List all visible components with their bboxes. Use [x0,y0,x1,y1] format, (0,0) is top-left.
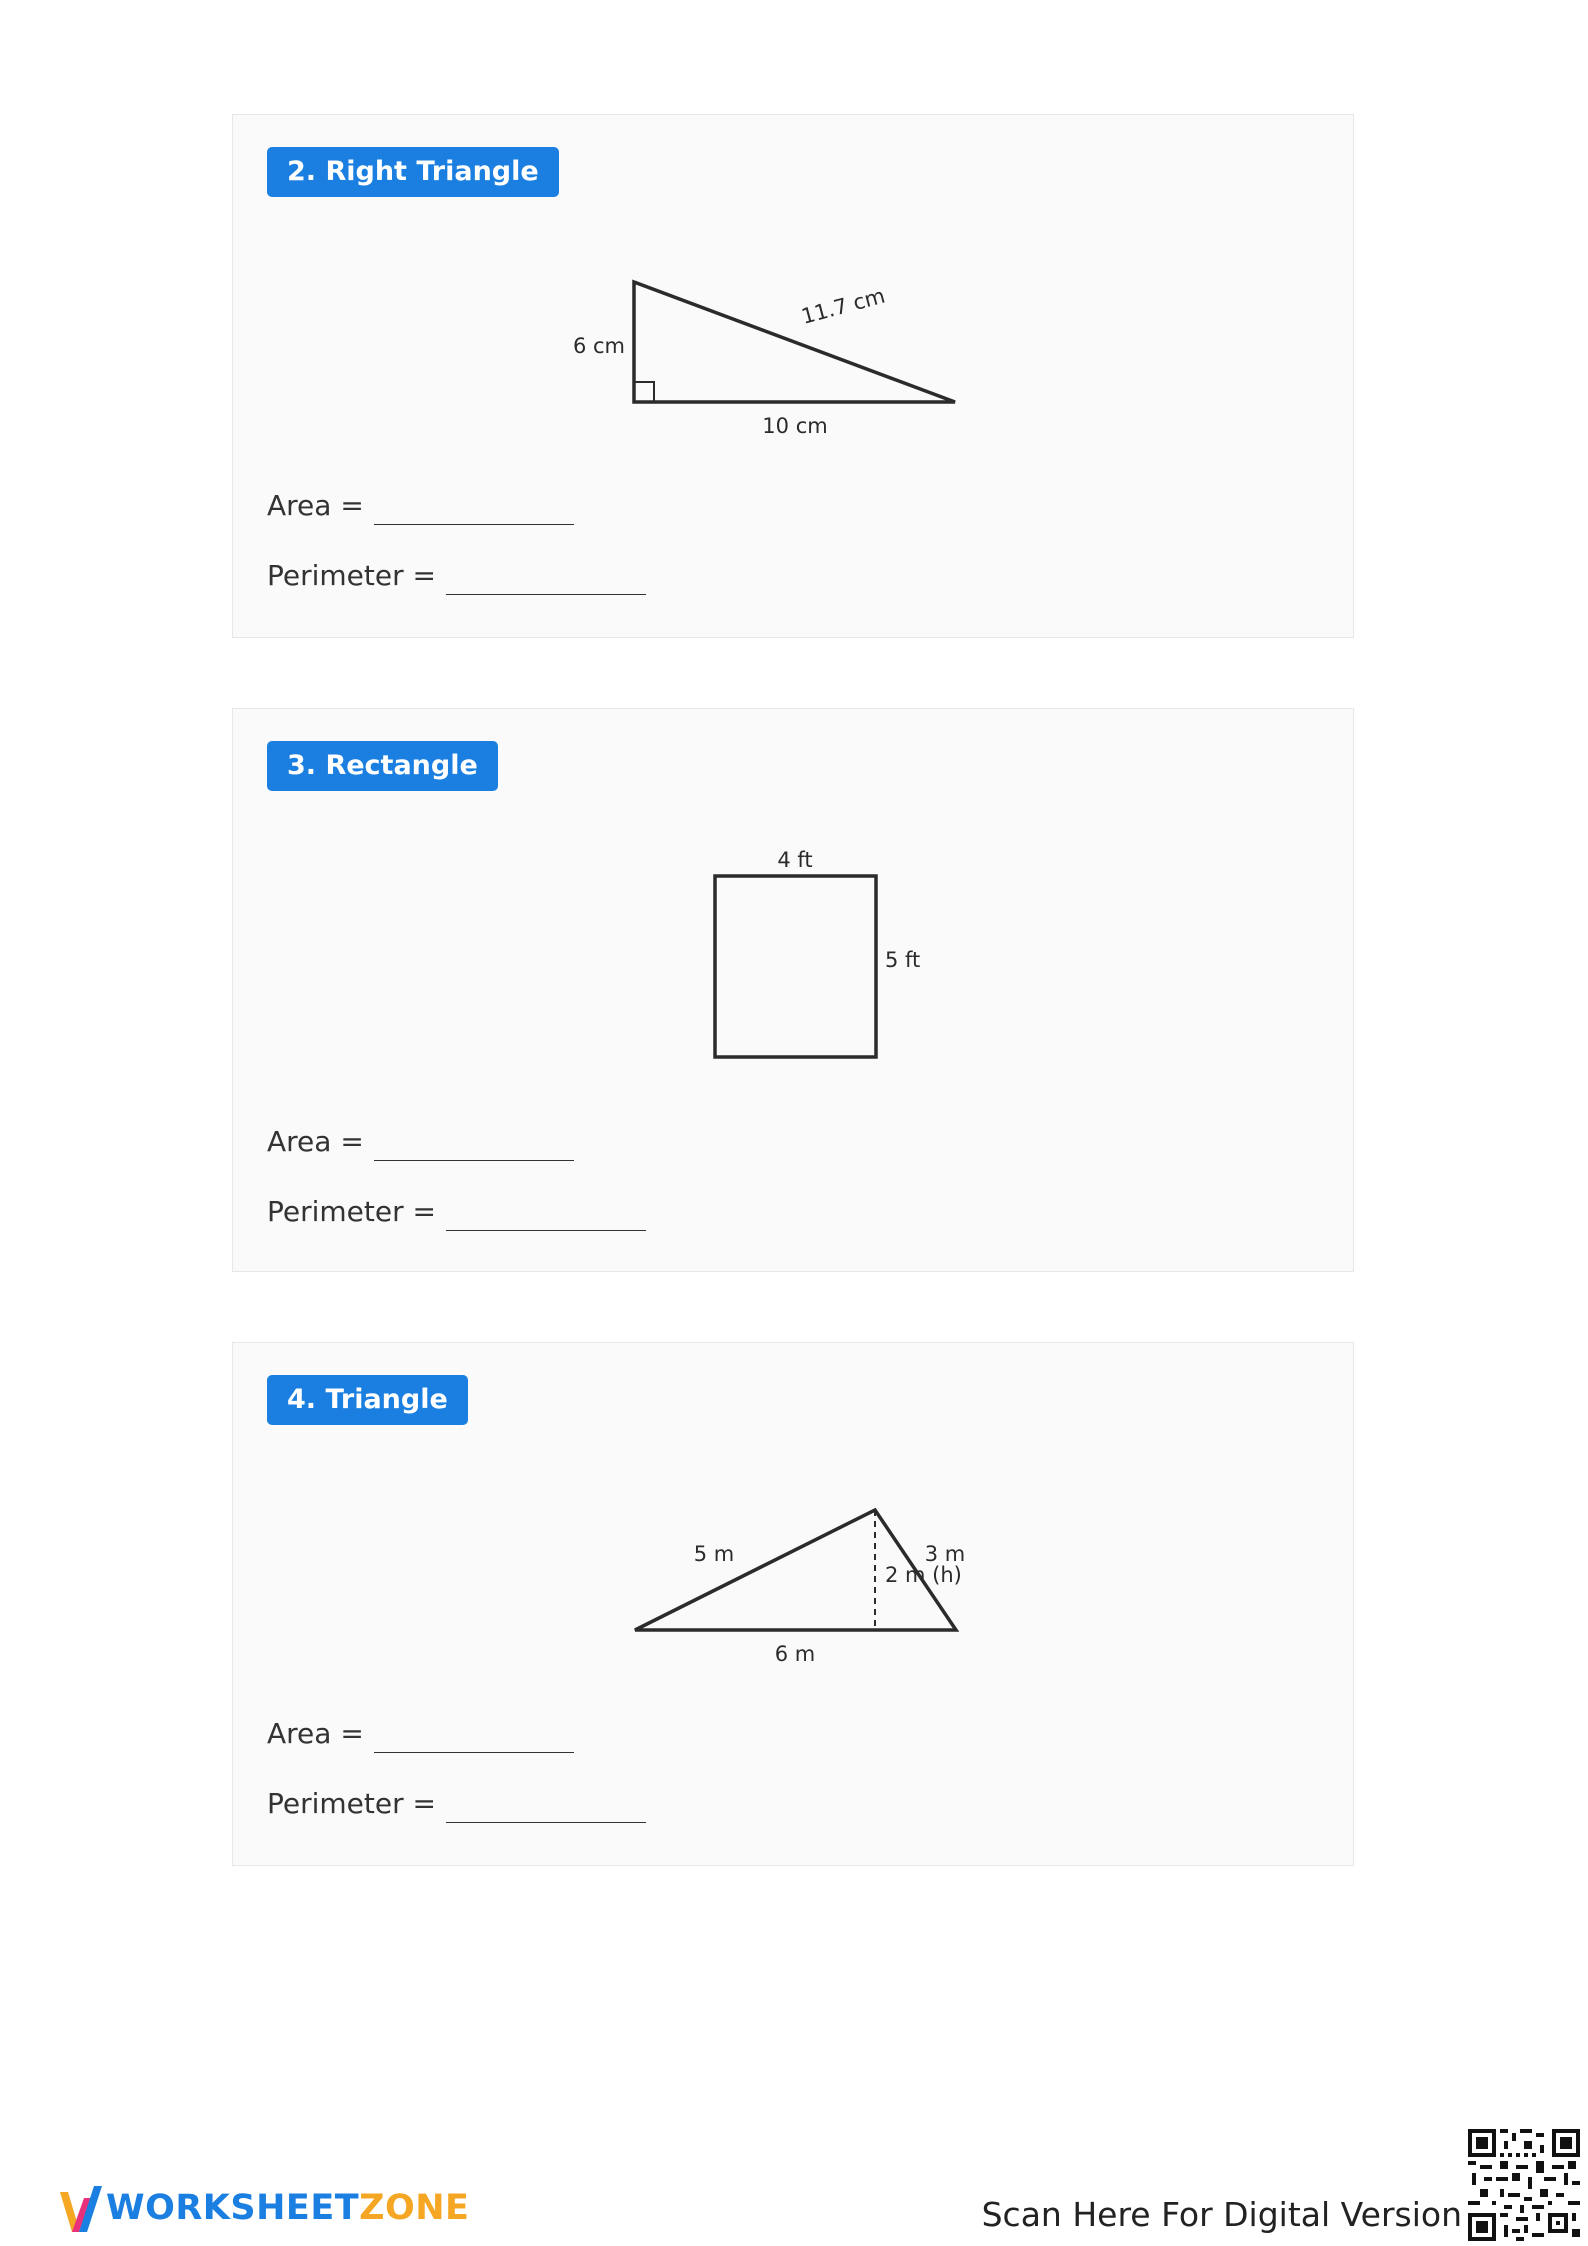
perimeter-label: Perimeter = [267,1787,436,1820]
scan-instruction: Scan Here For Digital Version [981,2195,1462,2234]
brand-name-part2: ZONE [359,2188,470,2228]
side-label-left: 5 m [693,1542,735,1566]
side-label-hypotenuse: 11.7 cm [798,283,888,329]
area-answer [267,1717,574,1753]
brand-name [106,2188,469,2228]
perimeter-label: Perimeter = [267,559,436,592]
height-label: 2 m (h) [885,1563,962,1587]
perimeter-answer-blank[interactable] [446,564,646,595]
problem-title: 4. Triangle [267,1375,468,1425]
area-label: Area = [267,1125,364,1158]
qr-code-icon[interactable] [1468,2129,1580,2241]
perimeter-answer-blank[interactable] [446,1792,646,1823]
side-label-base: 6 m [774,1642,816,1666]
worksheetzone-logo-icon [58,2180,104,2240]
area-answer-blank[interactable] [374,1722,574,1753]
side-label-top: 4 ft [777,848,813,872]
area-answer-blank[interactable] [374,1130,574,1161]
brand-name-part1: WORKSHEET [106,2188,360,2228]
area-answer-blank[interactable] [374,494,574,525]
problem-title: 3. Rectangle [267,741,498,791]
perimeter-answer [267,1787,646,1823]
area-answer [267,1125,574,1161]
area-label: Area = [267,489,364,522]
perimeter-answer-blank[interactable] [446,1200,646,1231]
side-label-right: 5 ft [885,948,921,972]
perimeter-answer [267,1195,646,1231]
rectangle-shape [715,876,876,1057]
problem-card-triangle [232,1342,1354,1866]
perimeter-answer [267,559,646,595]
rectangle-figure [233,709,1355,1273]
side-label-right: 3 m [924,1542,966,1566]
problem-title: 2. Right Triangle [267,147,559,197]
side-label-base: 10 cm [762,414,828,438]
area-label: Area = [267,1717,364,1750]
problem-card-rectangle [232,708,1354,1272]
right-angle-marker [634,382,654,402]
right-triangle-shape [634,282,955,402]
perimeter-label: Perimeter = [267,1195,436,1228]
problem-card-right-triangle [232,114,1354,638]
side-label-left: 6 cm [572,334,625,358]
area-answer [267,489,574,525]
